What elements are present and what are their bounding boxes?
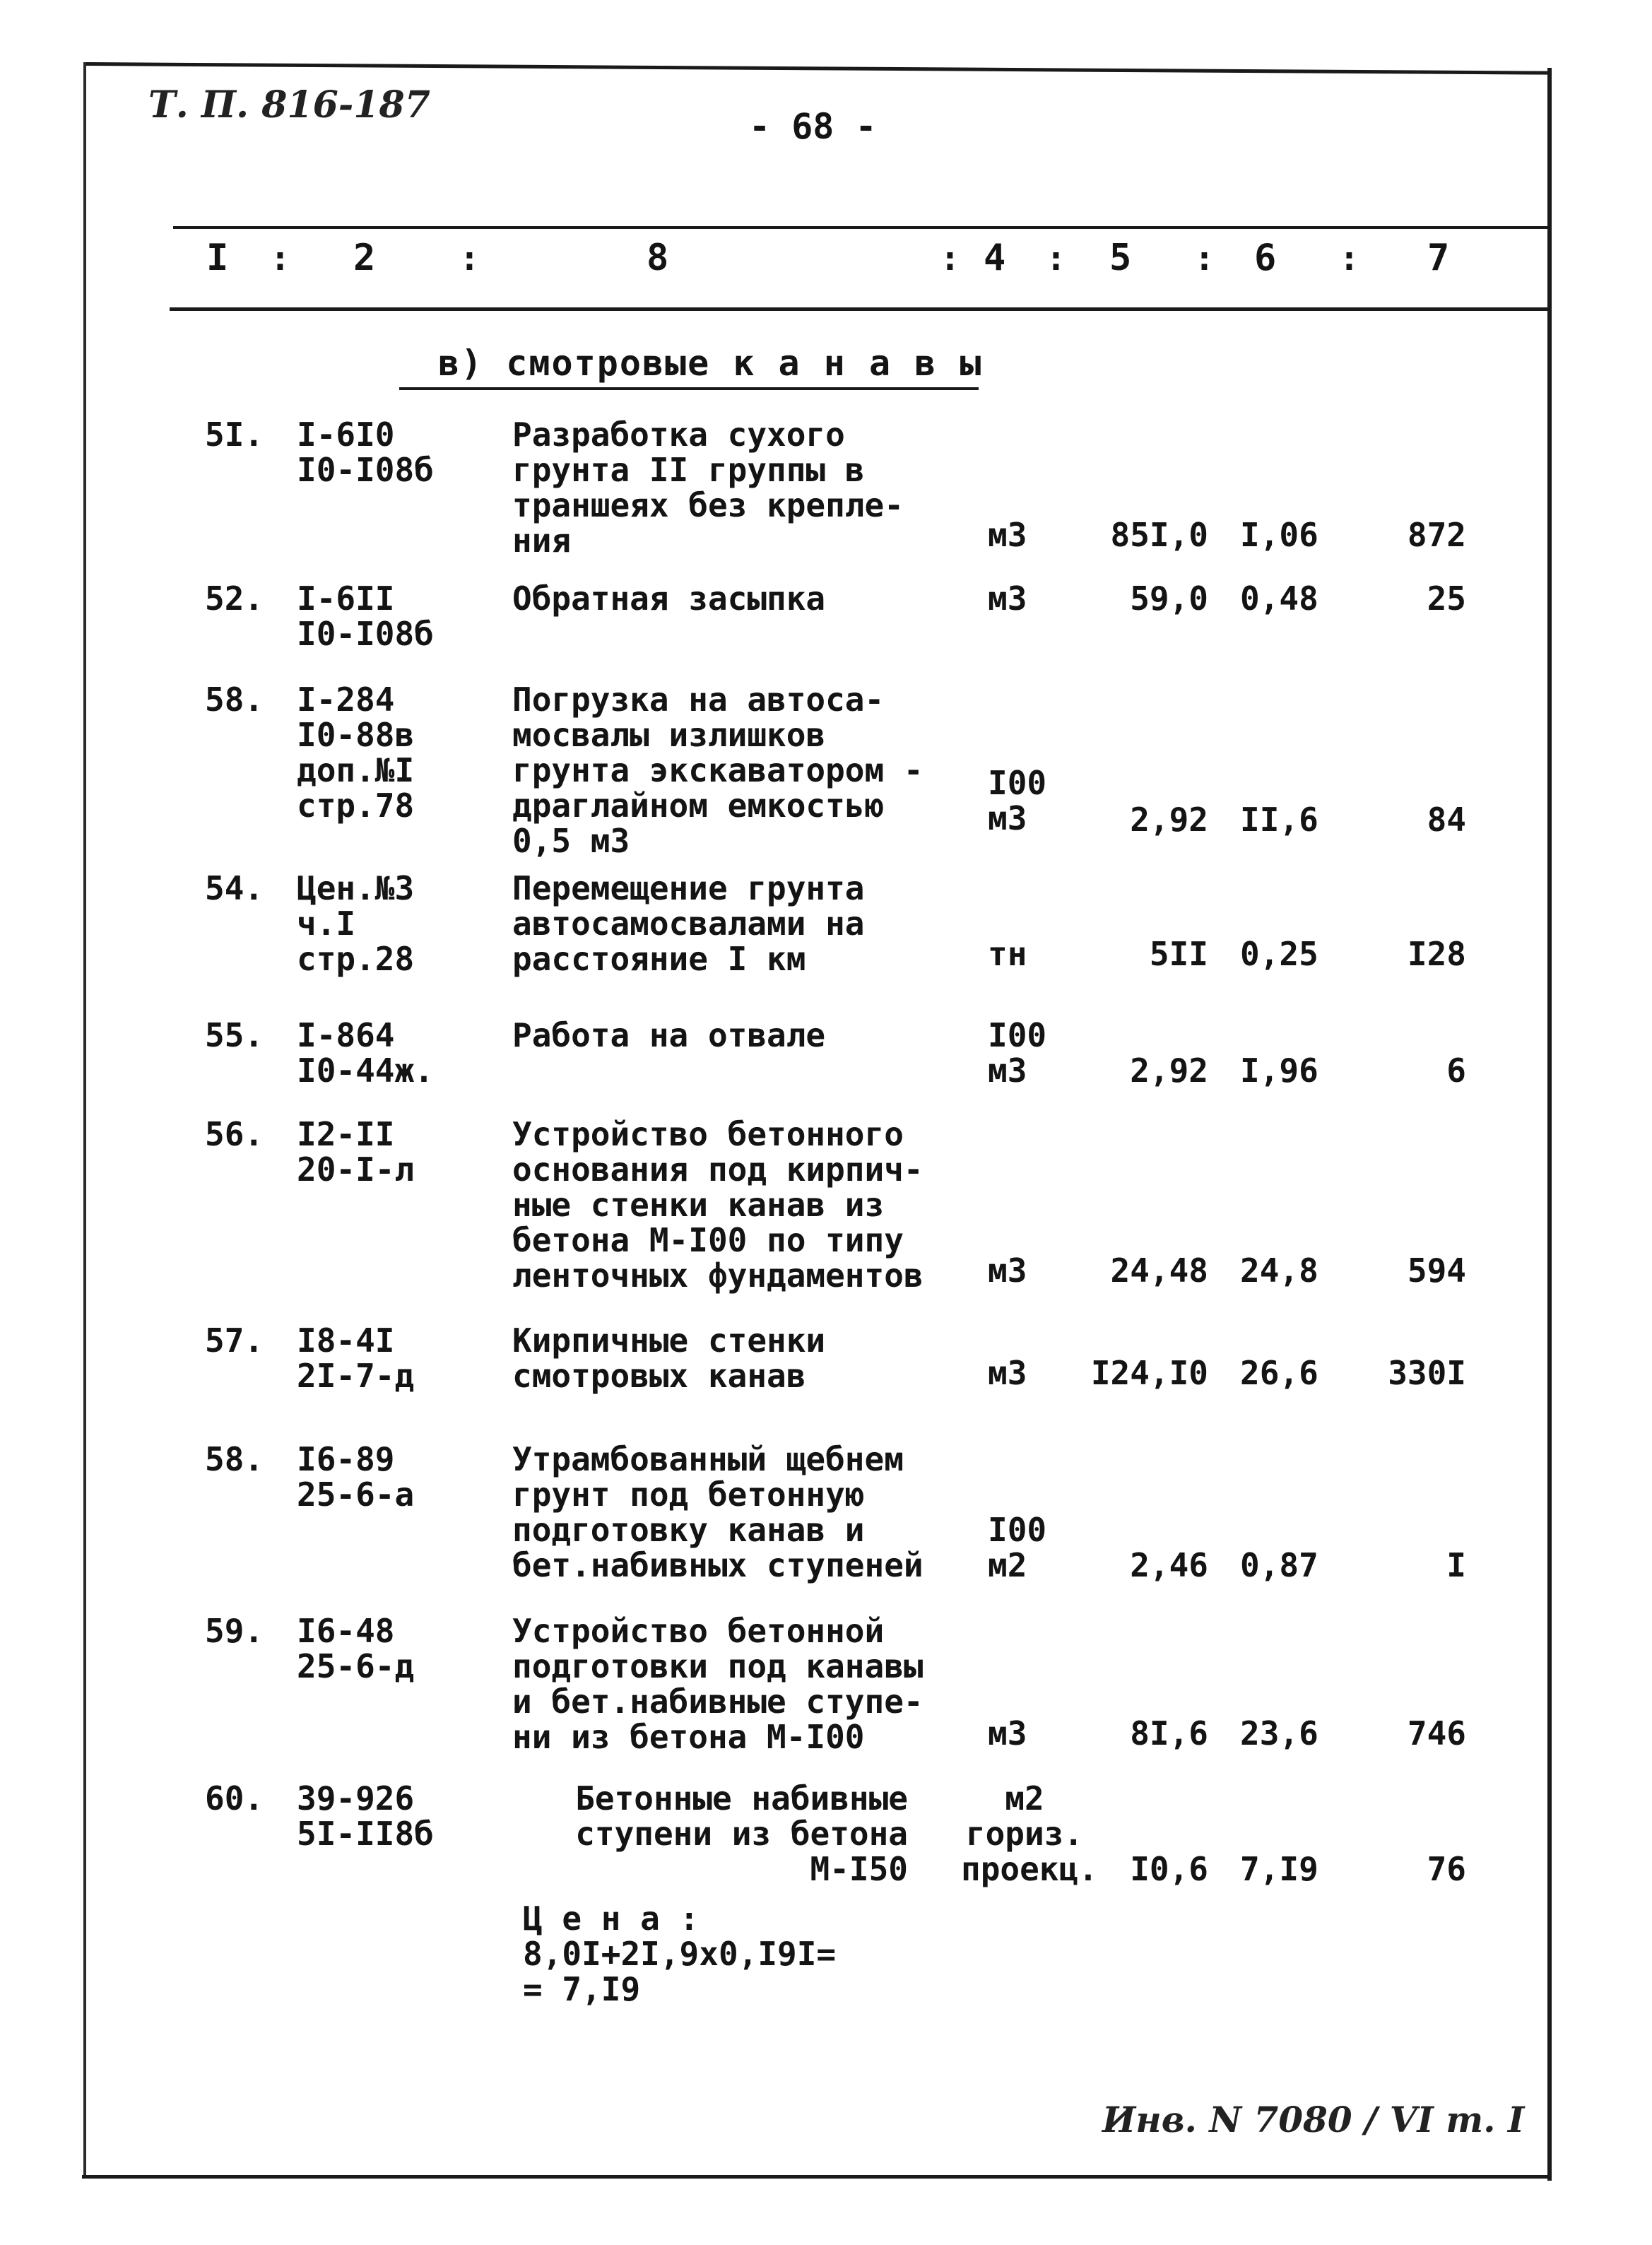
- frame-right-border: [1547, 68, 1552, 2181]
- row-code: I-6I0 I0-I08б: [297, 416, 434, 489]
- row-quantity: I24,I0: [1090, 1354, 1208, 1392]
- column-head-3: 8: [647, 237, 669, 279]
- row-quantity: 2,92: [1130, 801, 1208, 839]
- column-separator: :: [940, 239, 960, 278]
- row-number: 57.: [205, 1321, 264, 1360]
- column-separator: :: [459, 239, 480, 278]
- row-description: Перемещение грунта автосамосвалами на расстояние I км: [512, 869, 865, 978]
- row-unit: I00 м3: [988, 1016, 1047, 1090]
- row-number: 58.: [205, 1440, 264, 1478]
- row-quantity: 8I,6: [1130, 1714, 1208, 1752]
- row-quantity: 85I,0: [1110, 516, 1208, 554]
- price-calculation-note: Ц е н а : 8,0I+2I,9х0,I9I= = 7,I9: [523, 1899, 837, 2008]
- row-unit-price: II,6: [1240, 801, 1318, 839]
- row-unit-price: 24,8: [1240, 1251, 1318, 1290]
- header-rule-bottom: [170, 307, 1547, 311]
- row-unit-price: 26,6: [1240, 1354, 1318, 1392]
- row-quantity: 24,48: [1110, 1251, 1208, 1290]
- row-description: Разработка сухого грунта II группы в траншеях без крепле- ния: [512, 416, 904, 560]
- row-code: I-6II I0-I08б: [297, 579, 434, 653]
- row-unit-price: 23,6: [1240, 1714, 1318, 1752]
- row-code: Цен.№3 ч.I стр.28: [297, 869, 415, 978]
- column-head-6: 6: [1254, 237, 1277, 279]
- row-unit: м3: [988, 1714, 1027, 1752]
- row-description: Устройство бетонной подготовки под канавы и бет.набивные ступе- ни из бетона М-I00: [512, 1612, 924, 1756]
- column-head-1: I: [206, 237, 229, 279]
- row-number: 60.: [205, 1779, 264, 1817]
- row-quantity: 5II: [1149, 935, 1208, 973]
- row-code: I-284 I0-88в доп.№I стр.78: [297, 680, 415, 825]
- frame-top-border: [85, 62, 1551, 75]
- row-quantity: 59,0: [1130, 579, 1208, 618]
- row-quantity: 2,92: [1130, 1051, 1208, 1090]
- column-separator: :: [270, 239, 290, 278]
- column-separator: :: [1339, 239, 1359, 278]
- row-total: 746: [1407, 1714, 1466, 1752]
- row-number: 52.: [205, 579, 264, 618]
- row-unit-price: 0,48: [1240, 579, 1318, 618]
- column-separator: :: [1194, 239, 1215, 278]
- row-total: 6: [1446, 1051, 1466, 1090]
- row-unit-price: 0,87: [1240, 1546, 1318, 1584]
- row-unit-price: 0,25: [1240, 935, 1318, 973]
- row-total: 872: [1407, 516, 1466, 554]
- frame-left-border: [83, 62, 86, 2175]
- row-description: Бетонные набивные ступени из бетона М-I50: [575, 1779, 908, 1888]
- row-total: 76: [1427, 1850, 1466, 1888]
- frame-bottom-border: [82, 2175, 1552, 2179]
- row-total: 84: [1427, 801, 1466, 839]
- row-code: I-864 I0-44ж.: [297, 1016, 434, 1090]
- section-title-underline: [399, 387, 979, 390]
- row-total: 330I: [1388, 1354, 1466, 1392]
- row-description: Обратная засыпка: [512, 579, 826, 618]
- row-description: Утрамбованный щебнем грунт под бетонную подготовку канав и бет.набивных ступеней: [512, 1440, 924, 1584]
- row-description: Кирпичные стенки смотровых канав: [512, 1321, 826, 1395]
- document-code: Т. П. 816-187: [148, 83, 430, 126]
- row-number: 55.: [205, 1016, 264, 1054]
- column-head-7: 7: [1427, 237, 1450, 279]
- column-separator: :: [1046, 239, 1066, 278]
- row-unit: м3: [988, 516, 1027, 554]
- row-code: 39-926 5I-II8б: [297, 1779, 434, 1853]
- column-head-4: 4: [984, 237, 1006, 279]
- row-unit-price: I,06: [1240, 516, 1318, 554]
- row-code: I6-89 25-6-а: [297, 1440, 415, 1514]
- row-description: Погрузка на автоса- мосвалы излишков грунта экскаватором - драглайном емкостью 0,5 м3: [512, 680, 924, 860]
- row-unit: тн: [988, 935, 1027, 973]
- row-unit: I00 м2: [988, 1511, 1047, 1584]
- row-total: 594: [1407, 1251, 1466, 1290]
- column-head-5: 5: [1109, 237, 1132, 279]
- row-description: Устройство бетонного основания под кирпич- ные стенки канав из бетона М-I00 по типу ленточных фундаментов: [512, 1115, 924, 1295]
- row-total: 25: [1427, 579, 1466, 618]
- row-total: I: [1446, 1546, 1466, 1584]
- row-number: 54.: [205, 869, 264, 907]
- page-number: - 68 -: [749, 106, 877, 147]
- row-number: 59.: [205, 1612, 264, 1650]
- row-unit: м3: [988, 1251, 1027, 1290]
- row-unit: м3: [988, 1354, 1027, 1392]
- row-number: 58.: [205, 680, 264, 719]
- row-quantity: 2,46: [1130, 1546, 1208, 1584]
- row-unit-price: I,96: [1240, 1051, 1318, 1090]
- row-number: 56.: [205, 1115, 264, 1153]
- header-rule-top: [173, 226, 1547, 229]
- row-code: I6-48 25-6-д: [297, 1612, 415, 1685]
- section-title: в) смотровые к а н а в ы: [438, 343, 983, 384]
- row-unit: I00 м3: [988, 764, 1047, 837]
- row-quantity: I0,6: [1130, 1850, 1208, 1888]
- row-unit-price: 7,I9: [1240, 1850, 1318, 1888]
- inventory-note: Инв. N 7080 / VI т. I: [1102, 2099, 1525, 2140]
- row-code: I2-II 20-I-л: [297, 1115, 415, 1189]
- row-number: 5I.: [205, 416, 264, 454]
- row-unit: м3: [988, 579, 1027, 618]
- row-total: I28: [1407, 935, 1466, 973]
- column-head-2: 2: [353, 237, 376, 279]
- row-code: I8-4I 2I-7-д: [297, 1321, 415, 1395]
- row-description: Работа на отвале: [512, 1016, 826, 1054]
- row-unit: м2 гориз. проекц.: [961, 1779, 1098, 1888]
